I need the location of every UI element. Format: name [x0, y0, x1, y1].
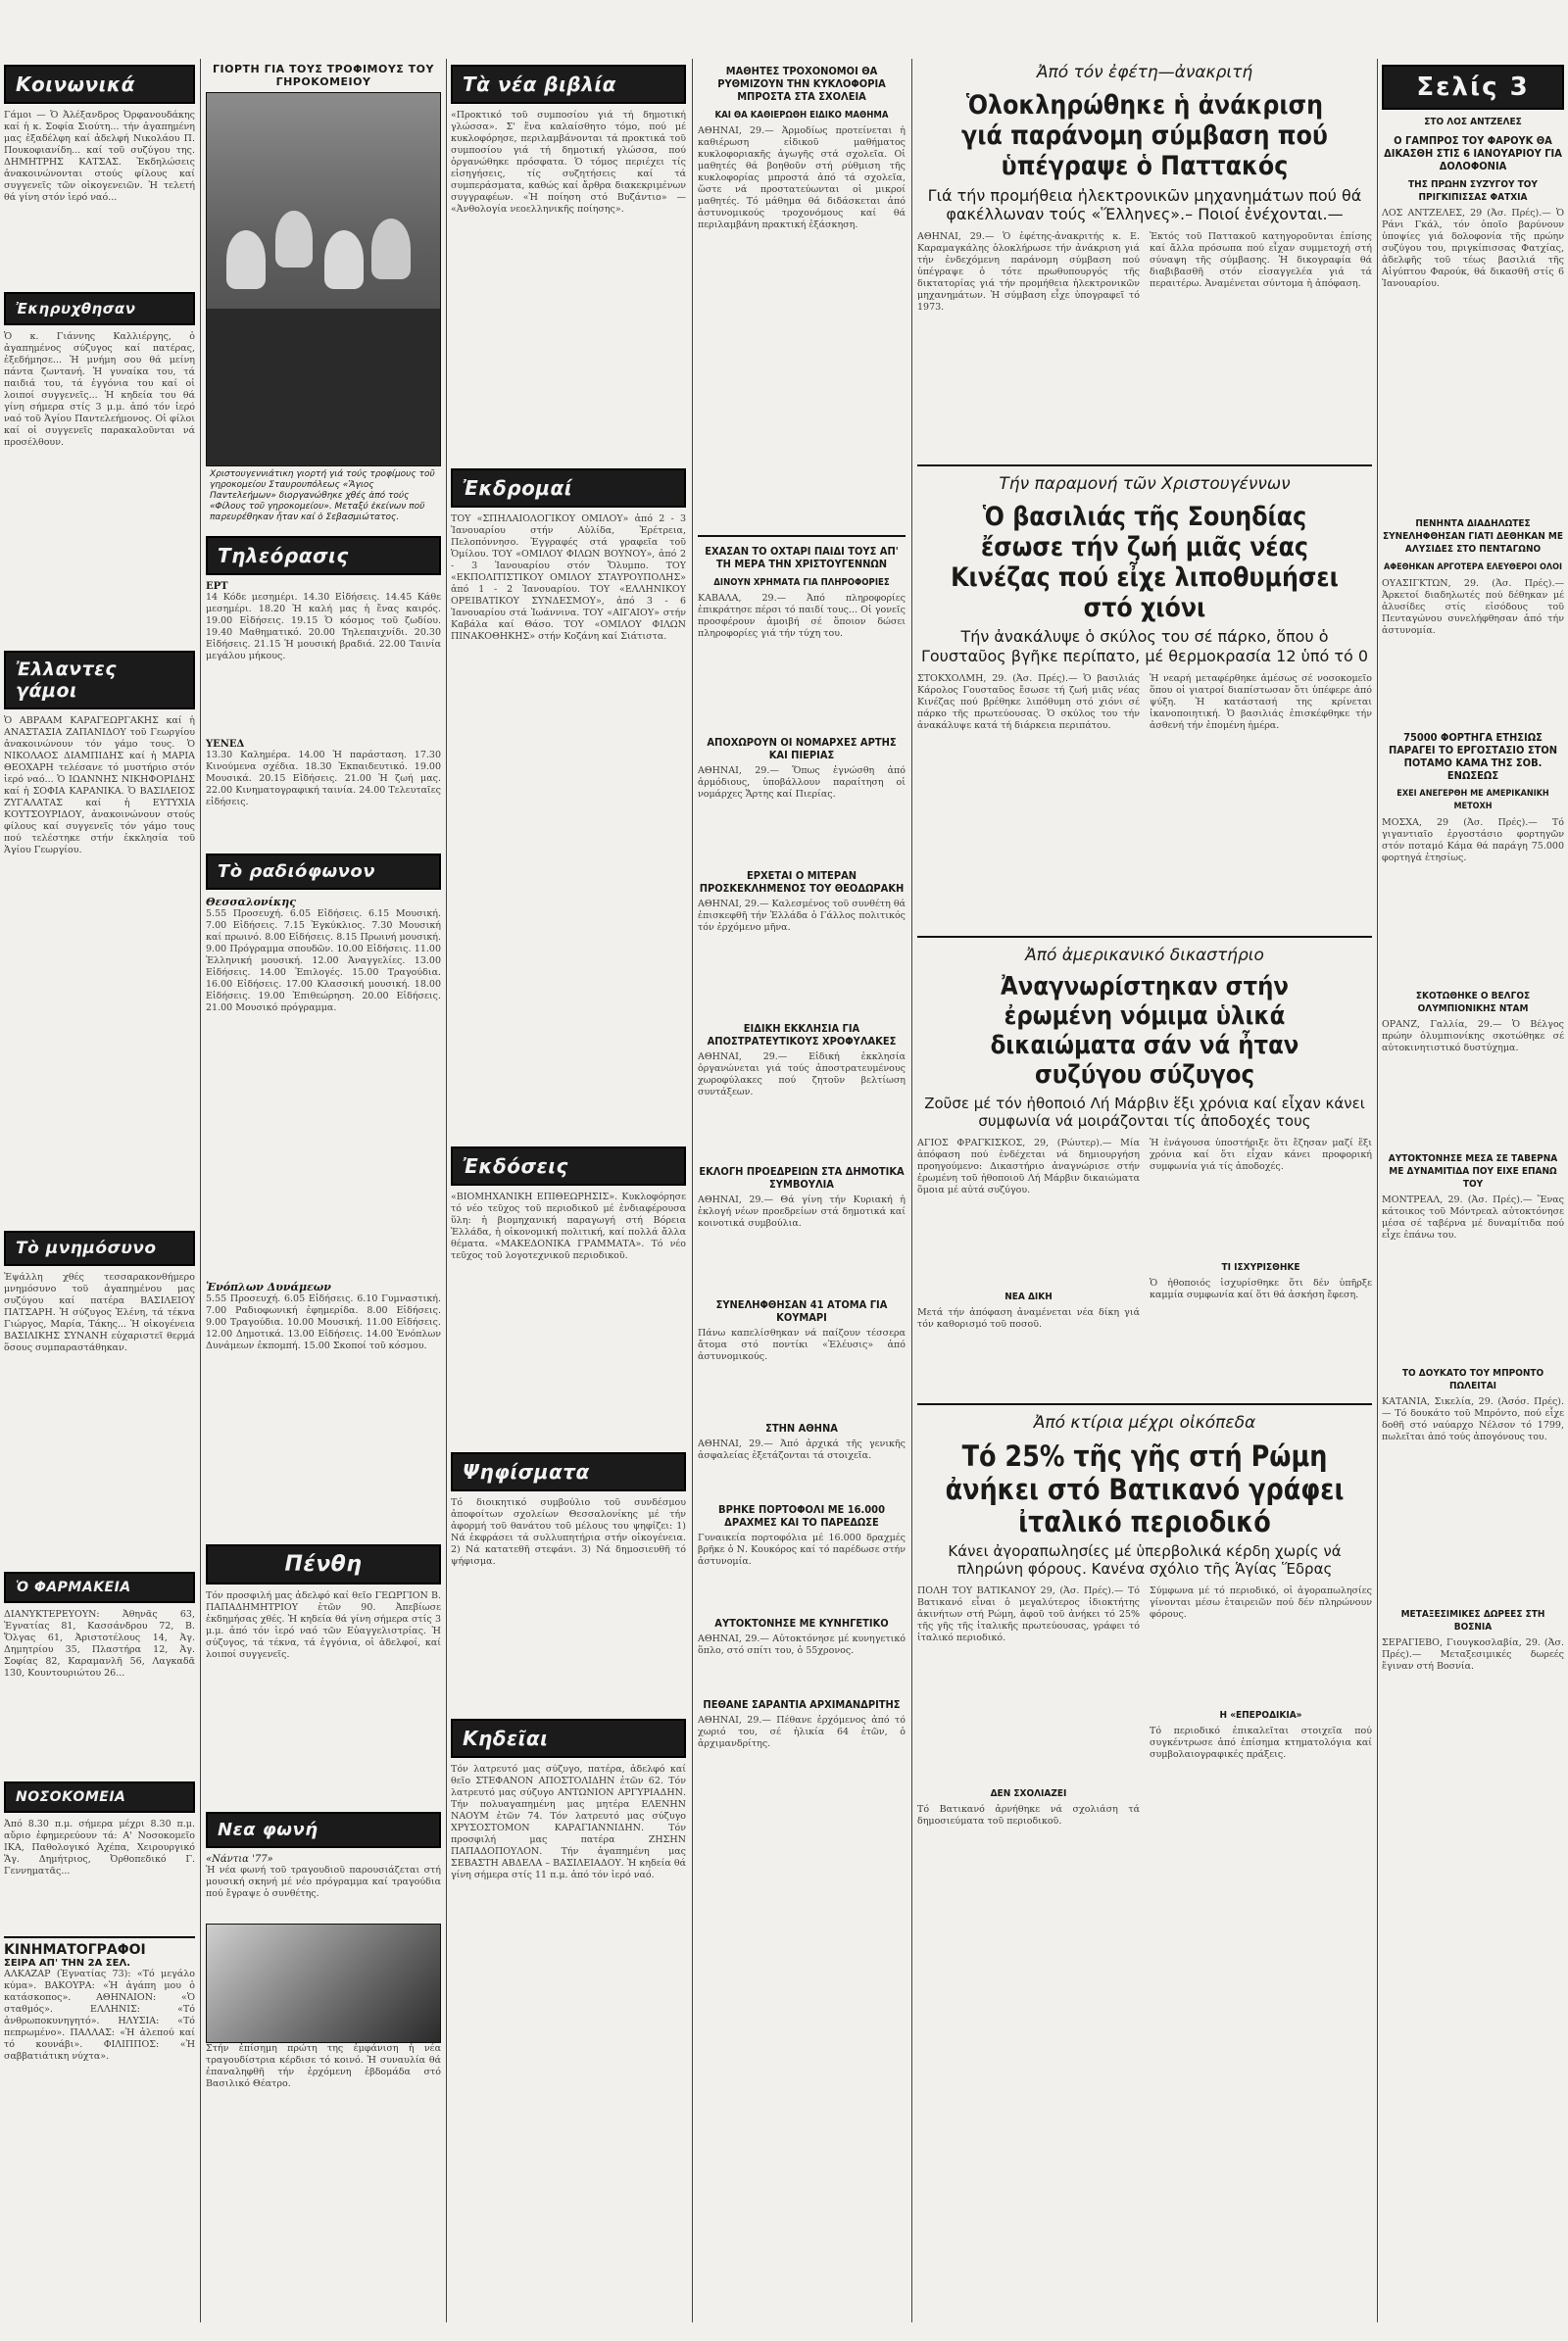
news-subkicker: ΤΗΣ ΠΡΩΗΝ ΣΥΖΥΓΟΥ ΤΟΥ ΠΡΙΓΚΙΠΙΣΣΑΣ ΦΑΤΧΙΑ	[1408, 179, 1538, 203]
column-divider	[200, 59, 201, 2322]
article-body: Τό περιοδικό ἐπικαλεῖται στοιχεῖα πού συγκέντρωσε ἀπό ἐπίσημα κτηματολόγια καί συμβολαιογραφικές πράξεις.	[1150, 1726, 1372, 1761]
article-body: ΣΕΡΑΓΙΕΒΟ, Γιουγκοσλαβία, 29. (Ἀσ. Πρές).— Μεταξεσιμικές δωρεές ἔγιναν στή Βοσνία.	[1382, 1637, 1564, 1672]
column-divider	[1377, 59, 1378, 2322]
news-subkicker: ΔΙΝΟΥΝ ΧΡΗΜΑΤΑ ΓΙΑ ΠΛΗΡΟΦΟΡΙΕΣ	[713, 577, 890, 588]
news-kicker: Ο ΓΑΜΠΡΟΣ ΤΟΥ ΦΑΡΟΥΚ ΘΑ ΔΙΚΑΣΘΗ ΣΤΙΣ 6 ΙΑΝΟΥΑΡΙΟΥ ΓΙΑ ΔΟΛΟΦΟΝΙΑ	[1384, 134, 1562, 172]
story-headline: Ἀναγνωρίστηκαν στήν ἐρωμένη νόμιμα ὑλικά δικαιώματα σάν νά ἦταν συζύγου σύζυγος	[990, 972, 1299, 1090]
left-column	[4, 59, 195, 2332]
section-header: Ψηφίσματα	[451, 1452, 686, 1491]
article-body: Ἡ νέα φωνή τοῦ τραγουδιοῦ παρουσιάζεται στή μουσική σκηνή μέ νέο πρόγραμμα καί τραγούδια πού ἔγραψε ὁ συνθέτης.	[206, 1865, 441, 1899]
article-body: ΤΟΥ «ΣΠΗΛΑΙΟΛΟΓΙΚΟΥ ΟΜΙΛΟΥ» ἀπό 2 - 3 Ἰανουαρίου στήν Αὐλίδα, Ἐρέτρεια, Πελοπόννησο. Ἐγγραφές στά γραφεῖα τοῦ Ὁμίλου. ΤΟΥ «ΟΜΙΛΟΥ ΦΙΛΩΝ ΒΟΥΝΟΥ», ἀπό 2 - 3 Ἰανουαρίου στόν Ὄλυμπο. ΤΟΥ «ΕΚΠΟΛΙΤΙΣΤΙΚΟΥ ΟΜΙΛΟΥ ΣΤΑΥΡΟΥΠΟΛΗΣ» ἀπό 1 - 2 Ἰανουαρίου. ΤΟΥ «ΕΛΛΗΝΙΚΟΥ ΟΡΕΙΒΑΤΙΚΟΥ ΣΥΝΔΕΣΜΟΥ», ἀπό 3 - 6 Ἰανουαρίου στά Ἰωάννινα. ΤΟΥ «ΑΙΓΑΙΟΥ» στήν Καβάλα καί Θάσο. ΤΟΥ «ΟΜΙΛΟΥ ΦΙΛΩΝ ΠΙΝΑΚΟΘΗΚΗΣ» στήν Κοζάνη καί Σιάτιστα.	[451, 513, 686, 642]
column-4	[698, 59, 906, 2332]
article-body: ΚΑΒΑΛΑ, 29.— Ἀπό πληροφορίες ἐπικράτησε πέρσι τό παιδί τους... Οἱ γονεῖς προσφέρουν ἀμοιβή σέ ὅποιον δώσει πληροφορίες γιά τήν τύχη του.	[698, 593, 906, 639]
news-kicker: ΤΟ ΔΟΥΚΑΤΟ ΤΟΥ ΜΠΡΟΝΤΟ ΠΩΛΕΙΤΑΙ	[1401, 1368, 1544, 1391]
article-body: Ἐκτός τοῦ Παττακοῦ κατηγοροῦνται ἐπίσης καί ἄλλα πρόσωπα πού εἶχαν συμμετοχή στή σύναψη τῆς σύμβασης. Ἡ δικογραφία θά διαβιβασθῆ στόν εἰσαγγελέα γιά τά περαιτέρω. Ἀναμένεται σύντομα ἡ ἀπόφαση.	[1150, 230, 1372, 289]
right-column	[1382, 59, 1564, 2332]
side-heading: ΔΕΝ ΣΧΟΛΙΑΖΕΙ	[990, 1788, 1067, 1800]
article-body: Ἡ ἐνάγουσα ὑποστήριξε ὅτι ἔζησαν μαζί ἕξι χρόνια καί ὅτι εἶχαν κάνει προφορική συμφωνία γιά τίς ἀποδοχές.	[1150, 1137, 1372, 1172]
news-kicker: ΕΧΑΣΑΝ ΤΟ ΟΧΤΑΡΙ ΠΑΙΔΙ ΤΟΥΣ ΑΠ' ΤΗ ΜΕΡΑ ΤΗΝ ΧΡΙΣΤΟΥΓΕΝΝΩΝ	[705, 545, 899, 570]
section-header: ΚΙΝΗΜΑΤΟΓΡΑΦΟΙ	[4, 1936, 195, 1958]
column-divider	[911, 59, 912, 2322]
article-body: Τόν λατρευτό μας σύζυγο, πατέρα, ἀδελφό καί θεῖο ΣΤΕΦΑΝΟΝ ΑΠΟΣΤΟΛΙΔΗΝ ἐτῶν 62. Τόν λατρευτό μας σύζυγο ΑΝΤΩΝΙΟΝ ΑΡΓΥΡΙΑΔΗΝ. Τήν πολυαγαπημένη μας μητέρα ΕΛΕΝΗΝ ΝΑΟΥΜ ἐτῶν 74. Τόν λατρευτό μας σύζυγο ΧΡΥΣΟΣΤΟΜΟΝ ΚΑΡΑΓΙΑΝΝΙΔΗΝ. Τόν προσφιλή μας πατέρα ΖΗΣΗΝ ΠΑΠΑΔΟΠΟΥΛΟΝ. Τήν ἀγαπημένη μας ΣΕΒΑΣΤΗ ΑΒΔΕΛΑ – ΒΑΣΙΛΕΙΑΔΟΥ. Ἡ κηδεία θά γίνη σήμερα στίς 11 π.μ. ἀπό τόν ἱερό ναό.	[451, 1764, 686, 1880]
radio-sub: Ἐνόπλων Δυνάμεων	[206, 1281, 331, 1293]
photo-caption: Χριστουγεννιάτικη γιορτή γιά τούς τροφίμους τοῦ γηροκομείου Σταυρουπόλεως «Ἅγιος Παντελεήμων» διοργανώθηκε χθές ἀπό τούς «Φίλους τοῦ γηροκομείου». Μεταξύ ἐκείνων ποὔ παρευρέθηκαν ἦταν καί ὁ Σεβασμιώτατος.	[210, 469, 435, 522]
article-body: Ἐψάλλη χθές τεσσαρακονθήμερο μνημόσυνο τοῦ ἀγαπημένου μας συζύγου καί πατέρα ΒΑΣΙΛΕΙΟΥ ΠΑΤΣΑΡΗ. Ἡ σύζυγος Ἑλένη, τά τέκνα Γιώργος, Μαρία, Τάκης... Ἡ οἰκογένεια ΒΑΣΙΛΙΚΗΣ ΣΥΝΑΝΗ εὐχαριστεῖ θερμά ὅσους συμπαραστάθηκαν.	[4, 1272, 195, 1353]
article-body: «Προκτικό τοῦ συμποσίου γιά τή δημοτική γλώσσα». Σ' ἕνα καλαίσθητο τόμο, πού μέ κυκλοφόρησε, περιλαμβάνονται τά προκτικά τοῦ συμποσίου γιά τή δημοτική γλώσσα, πού ὀργανώθηκε πρόσφατα. Ὁ τόμος περιέχει τίς εἰσηγήσεις, τίς συζητήσεις καί τά συμπεράσματα, καθώς καί ἄρθρα διακεκριμένων συγγραφέων. «Ἡ ποίηση στό Βυζάντιο» — «Ἀνθολογία νεοελληνικῆς ποίησης».	[451, 110, 686, 215]
story-overline: Τήν παραμονή τῶν Χριστουγέννων	[999, 473, 1291, 494]
news-kicker: ΠΕΘΑΝΕ ΣΑΡΑΝΤΙΑ ΑΡΧΙΜΑΝΔΡΙΤΗΣ	[703, 1698, 901, 1711]
news-kicker: ΜΕΤΑΞΕΣΙΜΙΚΕΣ ΔΩΡΕΕΣ ΣΤΗ ΒΟΣΝΙΑ	[1400, 1609, 1545, 1633]
column-3	[451, 59, 686, 2332]
article-body: ΣΤΟΚΧΟΛΜΗ, 29. (Ἀσ. Πρές).— Ὁ βασιλιάς Κάρολος Γουσταῦος ἔσωσε τή ζωή μιᾶς νέας Κινέζας πού βρέθηκε λιπόθυμη στό χιόνι σέ πάρκο τῆς πρωτεύουσας. Ὁ σκύλος του τήν ἀνακάλυψε κατά τή διάρκεια περιπάτου.	[917, 672, 1140, 731]
article-body: ΑΘΗΝΑΙ, 29.— Ἀρμοδίως προτείνεται ἡ καθιέρωση εἰδικοῦ μαθήματος κυκλοφοριακῆς ἀγωγῆς στά σχολεῖα. Οἱ μαθητές θά βοηθοῦν στή ρύθμιση τῆς κυκλοφορίας μπροστά ἀπό τά σχολεῖα, ὥστε νά προστατεύωνται οἱ μικροί μαθητές. Τό μάθημα θά διδάσκεται ἀπό ἀστυνομικούς τροχονόμους καί θά περιλαμβάνη πρακτική ἐξάσκηση.	[698, 125, 906, 230]
article-body: Ὁ κ. Γιάννης Καλλιέργης, ὁ ἀγαπημένος σύζυγος καί πατέρας, ἐξεδήμησε... Ἡ μνήμη σου θά μείνη πάντα ζωντανή. Ἡ γυναίκα του, τά παιδιά του, τά ἐγγόνια του καί οἱ λοιποί συγγενεῖς... Ἡ κηδεία του θά γίνη σήμερα στίς 3 μ.μ. ἀπό τόν ἱερό ναό τοῦ Ἁγίου Παντελεήμονος. Οἱ φίλοι καί οἱ συγγενεῖς παρακαλοῦνται νά προσέλθουν.	[4, 331, 195, 448]
article-body: Ὁ ἠθοποιός ἰσχυρίσθηκε ὅτι δέν ὑπῆρξε καμμία συμφωνία καί ὅτι θά ἀσκήση ἔφεση.	[1150, 1277, 1372, 1300]
section-header: Ἐλλαντες γάμοι	[4, 651, 195, 709]
article-body: Πάνω καπελίσθηκαν νά παίζουν τέσσερα ἄτομα στό ποντίκι «Ἐλέυσις» ἀπό ἀστυνομικούς.	[698, 1328, 906, 1362]
news-photo	[206, 92, 441, 466]
article-body: ΑΘΗΝΑΙ, 29.— Θά γίνη τήν Κυριακή ἡ ἐκλογή νέων προεδρείων στά δημοτικά καί κοινοτικά συμβούλια.	[698, 1195, 906, 1229]
singer-photo	[206, 1924, 441, 2043]
section-header: ΝΟΣΟΚΟΜΕΙΑ	[4, 1781, 195, 1813]
section-header: Ἐκδρομαί	[451, 468, 686, 508]
section-header: Ἐκηρυχθησαν	[4, 292, 195, 325]
story-subhead: Ζοῦσε μέ τόν ἠθοποιό Λή Μάρβιν ἕξι χρόνια καί εἶχαν κάνει συμφωνία νά μοιράζονται τίς ἀποδοχές τους	[924, 1094, 1365, 1130]
column-divider	[692, 59, 693, 2322]
news-kicker: ΣΚΟΤΩΘΗΚΕ Ο ΒΕΛΓΟΣ ΟΛΥΜΠΙΟΝΙΚΗΣ ΝΤΑΜ	[1415, 991, 1531, 1014]
story-headline: Ὁ βασιλιάς τῆς Σουηδίας ἔσωσε τήν ζωή μιᾶς νέας Κινέζας πού εἶχε λιποθυμήσει στό χιόνι	[951, 502, 1339, 624]
article-body: ΜΟΣΧΑ, 29 (Ἀσ. Πρές).— Τό γιγαντιαῖο ἐργοστάσιο φορτηγῶν στόν ποταμό Κάμα θά παράγη 75.000 φορτηγά ἐτησίως.	[1382, 817, 1564, 863]
section-header: Τὸ μνημόσυνο	[4, 1231, 195, 1266]
section-header: Τὸ ραδιόφωνον	[206, 853, 441, 890]
news-kicker: ΣΤΟ ΛΟΣ ΑΝΤΖΕΛΕΣ	[1424, 117, 1522, 127]
section-header: Ὁ ΦΑΡΜΑΚΕΙΑ	[4, 1572, 195, 1603]
article-body: ΑΘΗΝΑΙ, 29.— Αὐτοκτόνησε μέ κυνηγετικό ὅπλο, στό σπίτι του, ὁ 55χρονος.	[698, 1634, 906, 1656]
tv-channel: ΕΡΤ	[206, 581, 228, 592]
news-kicker: ΑΥΤΟΚΤΟΝΗΣΕ ΜΕ ΚΥΝΗΓΕΤΙΚΟ	[714, 1617, 889, 1630]
news-subkicker: ΚΑΙ ΘΑ ΚΑΘΙΕΡΩΘΗ ΕΙΔΙΚΟ ΜΑΘΗΜΑ	[714, 110, 889, 121]
article-body: ΟΥΑΣΙΓΚΤΩΝ, 29. (Ἀσ. Πρές).— Ἀρκετοί διαδηλωτές πού δέθηκαν μέ ἀλυσίδες στίς εἰσόδους τοῦ Πενταγώνου συνελήφθησαν ἀπό τήν ἀστυνομία.	[1382, 578, 1564, 636]
section-header: Κηδεῖαι	[451, 1719, 686, 1758]
side-heading: ΝΕΑ ΔΙΚΗ	[1004, 1291, 1053, 1302]
story-headline: Τό 25% τῆς γῆς στή Ρώμη ἀνήκει στό Βατικανό γράφει ἰταλικό περιοδικό	[945, 1439, 1345, 1538]
article-body: Σύμφωνα μέ τό περιοδικό, οἱ ἀγοραπωλησίες γίνονται μέσω ἑταιρειῶν πού δέν πληρώνουν φόρους.	[1150, 1585, 1372, 1621]
article-body: ΜΟΝΤΡΕΑΛ, 29. (Ἀσ. Πρές).— Ἕνας κάτοικος τοῦ Μόντρεαλ αὐτοκτόνησε μέσα σέ ταβέρνα μέ δυναμίτιδα πού εἶχε ἐπάνω του.	[1382, 1195, 1564, 1241]
article-body: ΑΛΚΑΖΑΡ (Ἐγνατίας 73): «Τό μεγάλο κύμα». ΒΑΚΟΥΡΑ: «Ἡ ἀγάπη μου ὁ κατάσκοπος». ΑΘΗΝΑΙΟΝ: «Ὁ σταθμός». ΕΛΛΗΝΙΣ: «Τό ἀνθρωποκυνηγητό». ΗΛΥΣΙΑ: «Τό πεπρωμένο». ΠΑΛΛΑΣ: «Ἡ ἀλεπού καί τό κουνάβι». ΦΙΛΙΠΠΟΣ: «Ἡ σαββατιάτικη νύχτα».	[4, 1969, 195, 2062]
news-kicker: ΣΥΝΕΛΗΦΘΗΣΑΝ 41 ΑΤΟΜΑ ΓΙΑ ΚΟΥΜΑΡΙ	[715, 1298, 888, 1324]
main-stories	[917, 59, 1372, 2332]
section-header: Πένθη	[206, 1544, 441, 1585]
article-body: ΛΟΣ ΑΝΤΖΕΛΕΣ, 29 (Ἀσ. Πρές).— Ὁ Ράνι Γκάλ, τόν ὁποῖο βαρύνουν ὑποψίες γιά δολοφονία τῆς πρώην συζύγου του, πριγκίπισσας Φατχίας, ἀδελφῆς τοῦ τέως βασιλιά τῆς Αἰγύπτου Φαρούκ, θά δικασθῆ στίς 6 Ἰανουαρίου.	[1382, 208, 1564, 289]
article-body: «ΒΙΟΜΗΧΑΝΙΚΗ ΕΠΙΘΕΩΡΗΣΙΣ». Κυκλοφόρησε τό νέο τεῦχος τοῦ περιοδικοῦ μέ ἐνδιαφέρουσα ὕλη: ἡ βιομηχανική παραγωγή στή Βόρεια Ἑλλάδα, ἡ οἰκονομική πολιτική, καί πολλά ἄλλα θέματα. «ΜΑΚΕΔΟΝΙΚΑ ΓΡΑΜΜΑΤΑ». Τό νέο τεῦχος τοῦ λογοτεχνικοῦ περιοδικοῦ.	[451, 1192, 686, 1261]
column-2	[206, 59, 441, 2332]
article-body: ΑΘΗΝΑΙ, 29.— Ἀπό ἀρχικά τῆς γενικῆς ἀσφαλείας ἐξετάζονται τά στοιχεῖα.	[698, 1439, 906, 1461]
article-body: Στήν ἐπίσημη πρώτη της ἐμφάνιση ἡ νέα τραγουδίστρια κέρδισε τό κοινό. Ἡ συναυλία θά ἐπαναληφθῆ τήν ἐρχόμενη ἑβδομάδα στό Βασιλικό Θέατρο.	[206, 2043, 441, 2089]
news-kicker: ΕΡΧΕΤΑΙ Ο ΜΙΤΕΡΑΝ ΠΡΟΣΚΕΚΛΗΜΕΝΟΣ ΤΟΥ ΘΕΟΔΩΡΑΚΗ	[699, 869, 905, 895]
story-subhead: Τήν ἀνακάλυψε ὁ σκύλος του σέ πάρκο, ὅπου ὁ Γουσταῦος βγῆκε περίπατο, μέ θερμοκρασία 12 ὑπό τό 0	[920, 627, 1369, 665]
radio-city: Θεσσαλονίκης	[206, 896, 296, 908]
tv-channel: ΥΕΝΕΔ	[206, 739, 245, 750]
article-body: ΔΙΑΝΥΚΤΕΡΕΥΟΥΝ: Ἀθηνᾶς 63, Ἐγνατίας 81, Κασσάνδρου 72, Β. Ὄλγας 61, Ἀριστοτέλους 14, Ἀγ. Δημητρίου 35, Πλαστήρα 12, Ἀγ. Σοφίας 82, Καραμανλῆ 56, Λαγκαδᾶ 130, Κουντουριώτου 26...	[4, 1609, 195, 1679]
article-body: 5.55 Προσευχή. 6.05 Εἰδήσεις. 6.10 Γυμναστική. 7.00 Ραδιοφωνική ἐφημερίδα. 8.00 Εἰδήσεις. 9.00 Τραγούδια. 10.00 Μουσική. 11.00 Εἰδήσεις. 12.00 Δημοτικά. 13.00 Εἰδήσεις. 14.00 Ἐνόπλων Δυνάμεων ἐκπομπή. 15.00 Σκοποί τοῦ κόσμου.	[206, 1293, 441, 1351]
article-body: ΑΘΗΝΑΙ, 29.— Καλεσμένος τοῦ συνθέτη θά ἐπισκεφθῆ τήν Ἑλλάδα ὁ Γάλλος πολιτικός τόν ἐρχόμενο μῆνα.	[698, 899, 906, 933]
news-subkicker: ΑΦΕΘΗΚΑΝ ΑΡΓΟΤΕΡΑ ΕΛΕΥΘΕΡΟΙ ΟΛΟΙ	[1383, 562, 1563, 572]
article-body: Ἀπό 8.30 π.μ. σήμερα μέχρι 8.30 π.μ. αὔριο ἐφημερεύουν τά: Α' Νοσοκομεῖο ΙΚΑ, Παθολογικό Ἀχέπα, Χειρουργικό Ἅγ. Δημήτριος, Ὀρθοπεδικό Γ. Γεννηματᾶς...	[4, 1819, 195, 1877]
news-kicker: ΕΙΔΙΚΗ ΕΚΚΛΗΣΙΑ ΓΙΑ ΑΠΟΣΤΡΑΤΕΥΤΙΚΟΥΣ ΧΡΟΦΥΛΑΚΕΣ	[707, 1022, 897, 1048]
side-heading: ΤΙ ΙΣΧΥΡΙΣΘΗΚΕ	[1221, 1261, 1300, 1273]
article-body: Γυναικεία πορτοφόλια μέ 16.000 δραχμές βρῆκε ὁ Ν. Κουκόρος καί τό παρέδωσε στήν ἀστυνομία.	[698, 1533, 906, 1567]
section-header: Ἐκδόσεις	[451, 1146, 686, 1186]
article-body: ΑΘΗΝΑΙ, 29.— Ὅπως ἐγνώσθη ἀπό ἁρμόδιους, ὑποβάλλουν παραίτηση οἱ νομάρχες Ἄρτης καί Πιερίας.	[698, 765, 906, 800]
section-header: Τηλεόρασις	[206, 536, 441, 575]
story-subhead: Κάνει ἀγοραπωλησίες μέ ὑπερβολικά κέρδη χωρίς νά πληρώνη φόρους. Κανένα σχόλιο τῆς Ἁγίας Ἕδρας	[948, 1542, 1342, 1579]
article-body: Γάμοι — Ὁ Ἀλέξανδρος Ὀρφανουδάκης καί ἡ κ. Σοφία Σιούτη... τήν ἀγαπημένη μας ἐξαδέλφη καί ἀδελφή Νικολάου Π. Πουκοφιανίδη... καί τοῦ συζύγου της. ΔΗΜΗΤΡΗΣ ΚΑΤΣΑΣ. Ἐκδηλώσεις ἀνακοινώνονται στούς φίλους καί συγγενεῖς τῶν οἰκογενειῶν. Ἡ τελετή θά γίνη στόν ἱερό ναό...	[4, 110, 195, 203]
story-subhead: Γιά τήν προμήθεια ἠλεκτρονικῶν μηχανημάτων πού θά φακέλλωναν τούς «Ἕλληνες».– Ποιοί ἐνέχονται.—	[927, 185, 1362, 223]
article-body: Ὁ ΑΒΡΑΑΜ ΚΑΡΑΓΕΩΡΓΑΚΗΣ καί ἡ ΑΝΑΣΤΑΣΙΑ ΖΑΠΑΝΙΔΟΥ τοῦ Γεωργίου ἀνακοινώνουν τόν γάμο τους. Ὁ ΝΙΚΟΛΑΟΣ ΔΙΑΜΠΙΔΗΣ καί ἡ ΜΑΡΙΑ ΘΕΟΧΑΡΗ τελέσανε τό μυστήριο στόν ἱερό ναό... Ὁ ΙΩΑΝΝΗΣ ΝΙΚΗΦΟΡΙΔΗΣ καί ἡ ΣΟΦΙΑ ΚΑΡΑΝΙΚΑ. Ὁ ΒΑΣΙΛΕΙΟΣ ΖΥΓΑΛΑΤΑΣ καί ἡ ΕΥΤΥΧΙΑ ΚΟΥΤΣΟΥΡΙΔΟΥ, ἀνακοινώνουν στούς φίλους καί συγγενεῖς τόν γάμο τους πού τελέστηκε στήν ἐκκλησία τοῦ Ἁγίου Γεωργίου.	[4, 715, 195, 855]
photo-title: ΓΙΟΡΤΗ ΓΙΑ ΤΟΥΣ ΤΡΟΦΙΜΟΥΣ ΤΟΥ ΓΗΡΟΚΟΜΕΙΟΥ	[213, 63, 434, 88]
story-overline: Ἀπό τόν ἐφέτη—ἀνακριτή	[1036, 63, 1253, 82]
news-kicker: ΜΑΘΗΤΕΣ ΤΡΟΧΟΝΟΜΟΙ ΘΑ ΡΥΘΜΙΖΟΥΝ ΤΗΝ ΚΥΚΛΟΦΟΡΙΑ ΜΠΡΟΣΤΑ ΣΤΑ ΣΧΟΛΕΙΑ	[717, 65, 886, 103]
section-sub: «Νάντια '77»	[206, 1854, 273, 1865]
article-body: 14 Κόδε μεσημέρι. 14.30 Εἰδήσεις. 14.45 Κάθε μεσημέρι. 18.20 Ἡ καλή μας ἡ ἔνας καιρός. 19.00 Εἰδήσεις. 19.15 Ὁ κόσμος τοῦ ζωδίου. 19.40 Μαθηματικό. 20.00 Τηλεπαιχνίδι. 20.30 Εἰδήσεις. 21.15 Ἡ μουσική βραδιά. 22.00 Ταινία μεγάλου μήκους.	[206, 592, 441, 661]
article-body: ΑΓΙΟΣ ΦΡΑΓΚΙΣΚΟΣ, 29, (Ρώυτερ).— Μία ἀπόφαση πού ἐνδέχεται νά δημιουργήση προηγούμενο: Δικαστήριο ἀναγνώρισε στήν ἐρωμένη τοῦ ἠθοποιοῦ Λή Μάρβιν δικαιώματα ὅμοια μέ αὐτά συζύγου.	[917, 1137, 1140, 1195]
article-body: Τόν προσφιλή μας ἀδελφό καί θεῖο ΓΕΩΡΓΙΟΝ Β. ΠΑΠΑΔΗΜΗΤΡΙΟΥ ἐτῶν 90. Ἀπεβίωσε ἐκδημήσας χθές. Ἡ κηδεία θά γίνη σήμερα στίς 3 μ.μ. ἀπό τόν ἱερό ναό τῶν Εὐαγγελιστρίας. Ἡ σύζυγος, τά τέκνα, τά ἐγγόνια, οἱ ἀδελφοί, καί λοιποί συγγενεῖς.	[206, 1590, 441, 1660]
article-body: ΟΡΑΝΖ, Γαλλία, 29.— Ὁ Βέλγος πρώην ὀλυμπιονίκης σκοτώθηκε σέ αὐτοκινητιστικό δυστύχημα.	[1382, 1019, 1564, 1053]
article-body: ΚΑΤΑΝΙΑ, Σικελία, 29. (Ἀσόσ. Πρές).— Τό δουκάτο τοῦ Μπρόντο, πού εἶχε δοθῆ στό ναύαρχο Νέλσον τό 1799, πωλεῖται ἀπό τούς ἀπογόνους του.	[1382, 1396, 1564, 1442]
story-headline: Ὁλοκληρώθηκε ἡ ἀνάκριση γιά παράνομη σύμβαση πού ὑπέγραψε ὁ Παττακός	[961, 90, 1328, 182]
section-header: Τὰ νέα βιβλία	[451, 65, 686, 104]
news-kicker: ΑΥΤΟΚΤΟΝΗΣΕ ΜΕΣΑ ΣΕ ΤΑΒΕΡΝΑ ΜΕ ΔΥΝΑΜΙΤΙΔΑ ΠΟΥ ΕΙΧΕ ΕΠΑΝΩ ΤΟΥ	[1388, 1153, 1558, 1190]
news-subkicker: ΕΧΕΙ ΑΝΕΓΕΡΘΗ ΜΕ ΑΜΕΡΙΚΑΝΙΚΗ ΜΕΤΟΧΗ	[1396, 789, 1549, 811]
section-header: Κοινωνικά	[4, 65, 195, 104]
news-kicker: 75000 ΦΟΡΤΗΓΑ ΕΤΗΣΙΩΣ ΠΑΡΑΓΕΙ ΤΟ ΕΡΓΟΣΤΑΣΙΟ ΣΤΟΝ ΠΟΤΑΜΟ ΚΑΜΑ ΤΗΣ ΣΟΒ. ΕΝΩΣΕΩΣ	[1388, 731, 1558, 782]
article-body: 5.55 Προσευχή. 6.05 Εἰδήσεις. 6.15 Μουσική. 7.00 Εἰδήσεις. 7.15 Ἐγκύκλιος. 7.30 Μουσική καί πρωινό. 8.00 Εἰδήσεις. 8.15 Πρωινή μουσική. 9.00 Πρόγραμμα σπουδῶν. 10.00 Εἰδήσεις. 11.00 Ἐλληνική μουσική. 12.00 Ἀναγγελίες. 13.00 Εἰδήσεις. 14.00 Ἐπιλογές. 15.00 Τραγούδια. 16.00 Εἰδήσεις. 17.00 Κλασσική μουσική. 18.00 Εἰδήσεις. 19.00 Ἐπιθεώρηση. 20.00 Εἰδήσεις. 21.00 Μουσικό πρόγραμμα.	[206, 908, 441, 1013]
article-body: ΑΘΗΝΑΙ, 29.— Ὁ ἐφέτης-ἀνακριτής κ. Ε. Καραμαγκάλης ὁλοκλήρωσε τήν ἀνάκριση γιά τήν ἐνδεχόμενη παράνομη σύμβαση πού ὑπέγραψε ὁ τότε πρωθυπουργός τῆς δικτατορίας γιά τήν προμήθεια ἠλεκτρονικῶν μηχανημάτων. Ἡ σύμβαση εἶχε ὑπογραφεῖ τό 1973.	[917, 230, 1140, 313]
article-body: 13.30 Καλημέρα. 14.00 Ἡ παράσταση. 17.30 Κινούμενα σχέδια. 18.30 Ἐκπαιδευτικό. 19.00 Μουσικά. 20.15 Εἰδήσεις. 21.00 Ἡ ζωή μας. 22.00 Κινηματογραφική ταινία. 24.00 Τελευταῖες εἰδήσεις.	[206, 750, 441, 807]
news-kicker: ΑΠΟΧΩΡΟΥΝ ΟΙ ΝΟΜΑΡΧΕΣ ΑΡΤΗΣ ΚΑΙ ΠΙΕΡΙΑΣ	[707, 736, 897, 761]
page-section-label: Σελίς 3	[1382, 65, 1564, 110]
article-body: Τό Βατικανό ἀρνήθηκε νά σχολιάση τά δημοσιεύματα τοῦ περιοδικοῦ.	[917, 1804, 1140, 1828]
side-heading: Η «ΕΠΕΡΟΔΙΚΙΑ»	[1219, 1710, 1302, 1722]
story-overline: Ἀπό ἀμερικανικό δικαστήριο	[1025, 945, 1264, 965]
column-divider	[446, 59, 447, 2322]
article-body: ΠΟΛΗ ΤΟΥ ΒΑΤΙΚΑΝΟΥ 29, (Ἀσ. Πρές).— Τό Βατικανό εἶναι ὁ μεγαλύτερος ἰδιοκτήτης ἀκινήτων στή Ρώμη, ἀφοῦ τοῦ ἀνήκει τό 25% τῆς γῆς τῆς ἰταλικῆς πρωτεύουσας, γράφει τό ἰταλικό περιοδικό.	[917, 1585, 1140, 1644]
news-kicker: ΕΚΛΟΓΗ ΠΡΟΕΔΡΕΙΩΝ ΣΤΑ ΔΗΜΟΤΙΚΑ ΣΥΜΒΟΥΛΙΑ	[699, 1165, 905, 1191]
news-kicker: ΠΕΝΗΝΤΑ ΔΙΑΔΗΛΩΤΕΣ ΣΥΝΕΛΗΦΘΗΣΑΝ ΓΙΑΤΙ ΔΕΘΗΚΑΝ ΜΕ ΑΛΥΣΙΔΕΣ ΣΤΟ ΠΕΝΤΑΓΩΝΟ	[1382, 518, 1564, 555]
article-body: Μετά τήν ἀπόφαση ἀναμένεται νέα δίκη γιά τόν καθορισμό τοῦ ποσοῦ.	[917, 1306, 1140, 1330]
article-body: ΑΘΗΝΑΙ, 29.— Εἰδική ἐκκλησία ὀργανώνεται γιά τούς ἀποστρατευμένους χωροφύλακες πού ζητοῦν βελτίωση συντάξεων.	[698, 1051, 906, 1097]
news-kicker: ΒΡΗΚΕ ΠΟΡΤΟΦΟΛΙ ΜΕ 16.000 ΔΡΑΧΜΕΣ ΚΑΙ ΤΟ ΠΑΡΕΔΩΣΕ	[718, 1503, 885, 1529]
section-header: Νεα φωνή	[206, 1812, 441, 1848]
article-body: Τό διοικητικό συμβούλιο τοῦ συνδέσμου ἀποφοίτων σχολείων Θεσσαλονίκης μέ τήν ἀφορμή τοῦ θανάτου τοῦ μέλους του ψηφίζει: 1) Νά ἐκφράσει τά συλλυπητήρια στήν οἰκογένεια. 2) Νά κατατεθῆ στεφάνι. 3) Νά δημοσιευθῆ τό ψήφισμα.	[451, 1497, 686, 1567]
article-body: ΑΘΗΝΑΙ, 29.— Πέθανε ἐρχόμενος ἀπό τό χωριό του, σέ ἡλικία 64 ἐτῶν, ὁ ἀρχιμανδρίτης.	[698, 1715, 906, 1749]
article-body: Ἡ νεαρή μεταφέρθηκε ἀμέσως σέ νοσοκομεῖο ὅπου οἱ γιατροί διαπίστωσαν ὅτι ὑπέφερε ἀπό ψύξη. Ἡ κατάστασή της κρίνεται ἱκανοποιητική. Ὁ βασιλιάς ἐπισκέφθηκε τήν ἀσθενή τήν ἑπομένη ἡμέρα.	[1150, 672, 1372, 731]
story-overline: Ἀπό κτίρια μέχρι οἰκόπεδα	[1033, 1412, 1256, 1433]
news-kicker: ΣΤΗΝ ΑΘΗΝΑ	[765, 1422, 838, 1435]
section-sub: ΣΕΙΡΑ ΑΠ' ΤΗΝ 2Α ΣΕΛ.	[4, 1958, 131, 1969]
